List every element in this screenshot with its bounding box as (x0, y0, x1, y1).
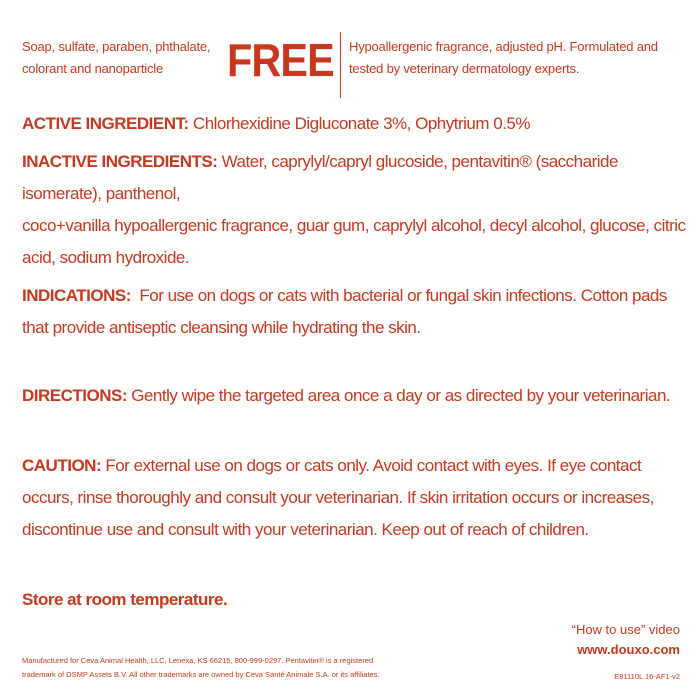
directions-section (22, 380, 687, 412)
indications-text1: For use on dogs or cats with bacterial or fungal skin infections. Cotton pads (139, 286, 667, 305)
caution-label: CAUTION: (22, 456, 102, 475)
formulation-claims: Hypoallergenic fragrance, adjusted pH. Formulated and tested by veterinary dermatology experts. (349, 39, 658, 76)
indications-section (22, 280, 687, 344)
caution-text: For external use on dogs or cats only. Avoid contact with eyes. If eye contact occurs, rinse thoroughly and consult your veterinarian. If skin irritation occurs or increases, discontinue use and consult with your veterinarian. Keep out of reach of children. (22, 456, 654, 539)
inactive-ingredients-label: INACTIVE INGREDIENTS: (22, 152, 218, 171)
manufacturer-info: Manufactured for Ceva Animal Health, LLC, Lenexa, KS 66215, 800-999-0297. Pentavitin® is a registered trademark of DSMP Assets B.V. All other trademarks are owned by Ceva Santé Animale S.A. or its affiliates. (22, 656, 380, 679)
free-from-list: Soap, sulfate, paraben, phthalate, colorant and nanoparticle (22, 39, 211, 76)
inactive-ingredients-text1: Water, caprylyl/capryl glucoside, pentavitin® (saccharide isomerate), panthenol, (22, 152, 618, 203)
inactive-ingredients-section (22, 146, 687, 274)
storage-instruction: Store at room temperature. (22, 590, 228, 609)
inactive-ingredients-line1 (22, 146, 687, 210)
inactive-ingredients-text2: coco+vanilla hypoallergenic fragrance, guar gum, caprylyl alcohol, decyl alcohol, glucose, citric acid, sodium hydroxide. (22, 216, 686, 267)
banner-divider (340, 32, 341, 98)
directions-text: Gently wipe the targeted area once a day or as directed by your veterinarian. (131, 386, 671, 405)
indications-line1 (22, 280, 687, 312)
indications-label: INDICATIONS: (22, 286, 131, 305)
active-ingredient-section (22, 108, 687, 140)
website-link[interactable]: www.douxo.com (577, 642, 680, 657)
directions-label: DIRECTIONS: (22, 386, 127, 405)
footer-right (572, 620, 680, 684)
free-headline: FREE (227, 34, 334, 86)
how-to-use-video-label: “How to use” video (571, 622, 680, 637)
free-from-banner (22, 32, 682, 102)
caution-section (22, 450, 687, 546)
product-code: E81110L 16-AF1-v2 (614, 672, 680, 681)
active-ingredient-text: Chlorhexidine Digluconate 3%, Ophytrium 0.5% (192, 114, 530, 133)
indications-text2: that provide antiseptic cleansing while hydrating the skin. (22, 318, 421, 337)
active-ingredient-label: ACTIVE INGREDIENT: (22, 114, 189, 133)
